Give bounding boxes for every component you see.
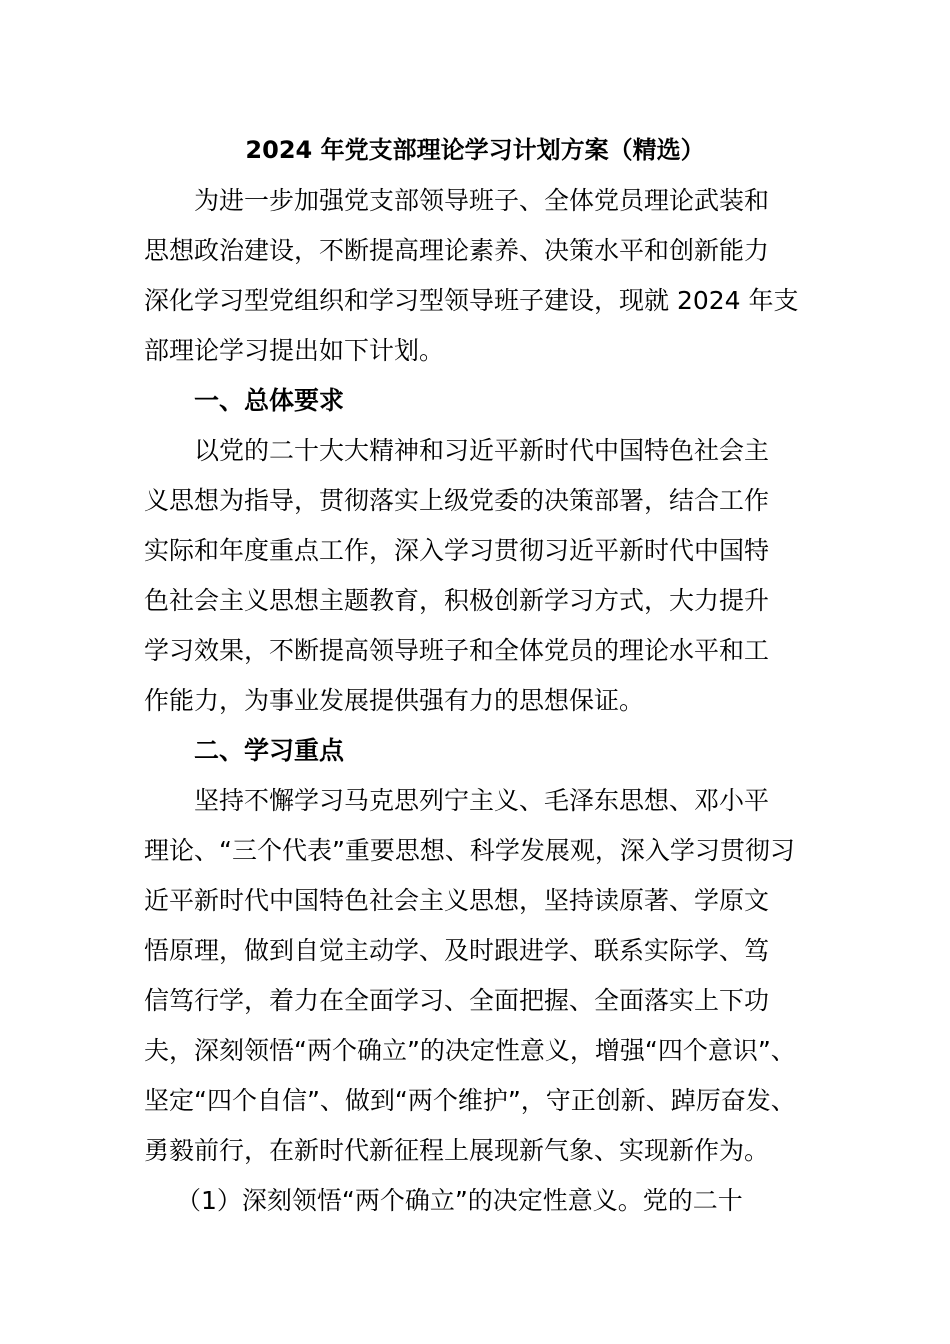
section-1-heading: 一、总体要求 bbox=[194, 386, 345, 415]
section-2-line-1: 坚持不懈学习马克思列宁主义、毛泽东思想、邓小平 bbox=[194, 786, 770, 815]
section-1-line-2: 义思想为指导，贯彻落实上级党委的决策部署，结合工作 bbox=[144, 486, 770, 515]
section-2-line-4: 悟原理，做到自觉主动学、及时跟进学、联系实际学、笃 bbox=[144, 936, 770, 965]
section-2-line-6: 夫，深刻领悟“两个确立”的决定性意义，增强“四个意识”、 bbox=[144, 1036, 796, 1065]
subsection-1-line: （1）深刻领悟“两个确立”的决定性意义。党的二十 bbox=[176, 1186, 743, 1215]
section-2-line-5: 信笃行学，着力在全面学习、全面把握、全面落实上下功 bbox=[144, 986, 770, 1015]
section-2-line-7: 坚定“四个自信”、做到“两个维护”，守正创新、踔厉奋发、 bbox=[144, 1086, 796, 1115]
document-title: 2024 年党支部理论学习计划方案（精选） bbox=[245, 136, 705, 164]
section-1-line-4: 色社会主义思想主题教育，积极创新学习方式，大力提升 bbox=[144, 586, 770, 615]
section-1-line-6: 作能力，为事业发展提供强有力的思想保证。 bbox=[144, 686, 645, 715]
section-1-line-5: 学习效果，不断提高领导班子和全体党员的理论水平和工 bbox=[144, 636, 770, 665]
intro-line-2: 思想政治建设，不断提高理论素养、决策水平和创新能力 bbox=[144, 236, 770, 265]
intro-line-1: 为进一步加强党支部领导班子、全体党员理论武装和 bbox=[194, 186, 770, 215]
section-2-line-8: 勇毅前行，在新时代新征程上展现新气象、实现新作为。 bbox=[144, 1136, 770, 1165]
section-1-line-3: 实际和年度重点工作，深入学习贯彻习近平新时代中国特 bbox=[144, 536, 770, 565]
intro-line-4: 部理论学习提出如下计划。 bbox=[144, 336, 445, 365]
section-2-line-3: 近平新时代中国特色社会主义思想，坚持读原著、学原文 bbox=[144, 886, 770, 915]
section-2-heading: 二、学习重点 bbox=[194, 736, 345, 765]
section-2-line-2: 理论、“三个代表”重要思想、科学发展观，深入学习贯彻习 bbox=[144, 836, 795, 865]
intro-line-3: 深化学习型党组织和学习型领导班子建设，现就 2024 年支 bbox=[144, 286, 799, 315]
section-1-line-1: 以党的二十大大精神和习近平新时代中国特色社会主 bbox=[194, 436, 770, 465]
